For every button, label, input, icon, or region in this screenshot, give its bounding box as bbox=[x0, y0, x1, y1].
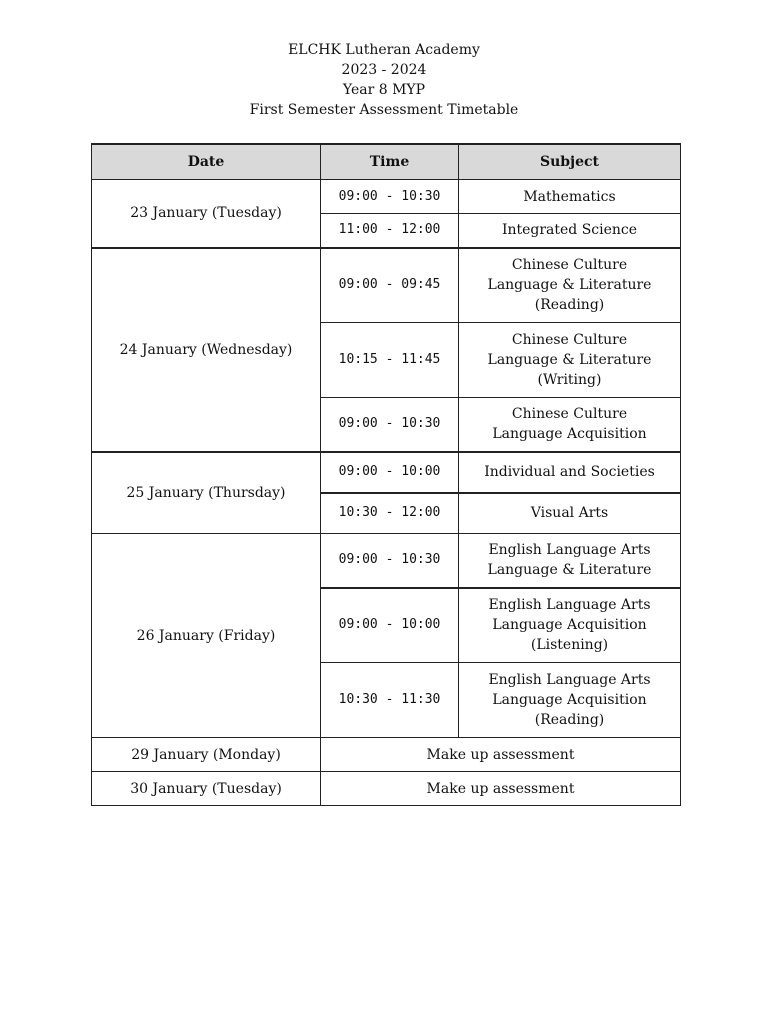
table-row bbox=[92, 738, 681, 772]
time-cell: 09:00 - 10:30 bbox=[321, 398, 459, 452]
grade-level: Year 8 MYP bbox=[342, 82, 426, 98]
date-cell: 30 January (Tuesday) bbox=[92, 772, 321, 806]
subject-cell bbox=[459, 534, 681, 588]
subject-line: English Language Arts bbox=[488, 597, 651, 614]
subject-cell bbox=[459, 493, 681, 534]
time-cell: 09:00 - 10:00 bbox=[321, 588, 459, 663]
subject-line: Language & Literature bbox=[487, 352, 652, 368]
time-cell: 11:00 - 12:00 bbox=[321, 214, 459, 248]
time-cell: 09:00 - 10:30 bbox=[321, 180, 459, 214]
date-cell: 23 January (Tuesday) bbox=[92, 180, 321, 248]
table-row bbox=[92, 534, 681, 588]
subject-cell bbox=[459, 398, 681, 452]
table-row bbox=[92, 452, 681, 493]
subject-cell bbox=[459, 180, 681, 214]
time-cell: 10:30 - 11:30 bbox=[321, 663, 459, 738]
makeup-cell: Make up assessment bbox=[321, 772, 681, 806]
time-cell: 09:00 - 10:00 bbox=[321, 452, 459, 493]
table-header-row bbox=[92, 144, 681, 180]
makeup-cell: Make up assessment bbox=[321, 738, 681, 772]
subject-line: Language Acquisition bbox=[492, 617, 647, 634]
subject-cell bbox=[459, 588, 681, 663]
assessment-timetable bbox=[91, 143, 681, 806]
subject-line: Visual Arts bbox=[530, 505, 609, 522]
subject-line: English Language Arts bbox=[488, 542, 651, 559]
time-cell: 09:00 - 10:30 bbox=[321, 534, 459, 588]
column-header-time: Time bbox=[321, 144, 459, 180]
subject-cell bbox=[459, 663, 681, 738]
subject-cell bbox=[459, 452, 681, 493]
subject-line: Language & Literature bbox=[487, 277, 652, 294]
time-cell: 10:30 - 12:00 bbox=[321, 493, 459, 534]
school-name: ELCHK Lutheran Academy bbox=[288, 42, 480, 58]
academic-year: 2023 - 2024 bbox=[341, 62, 427, 78]
subject-line: Language Acquisition bbox=[492, 426, 647, 443]
date-cell: 29 January (Monday) bbox=[92, 738, 321, 772]
subject-line: Chinese Culture bbox=[511, 257, 628, 274]
subject-line: Individual and Societies bbox=[484, 464, 655, 480]
date-cell: 25 January (Thursday) bbox=[92, 452, 321, 534]
document-title: First Semester Assessment Timetable bbox=[249, 102, 519, 118]
subject-line: English Language Arts bbox=[488, 672, 651, 688]
date-cell: 24 January (Wednesday) bbox=[92, 248, 321, 452]
subject-line: Chinese Culture bbox=[511, 406, 628, 423]
time-cell: 10:15 - 11:45 bbox=[321, 323, 459, 398]
subject-line: Mathematics bbox=[523, 188, 616, 205]
subject-cell bbox=[459, 323, 681, 398]
subject-line: (Reading) bbox=[534, 297, 605, 314]
subject-line: (Writing) bbox=[537, 372, 602, 388]
subject-line: Chinese Culture bbox=[511, 332, 628, 348]
table-row bbox=[92, 772, 681, 806]
column-header-subject: Subject bbox=[459, 144, 681, 180]
subject-line: (Reading) bbox=[534, 712, 605, 728]
subject-line: Language & Literature bbox=[487, 562, 652, 579]
subject-line: (Listening) bbox=[530, 637, 609, 654]
column-header-date: Date bbox=[92, 144, 321, 180]
table-row bbox=[92, 248, 681, 323]
document-header bbox=[0, 40, 768, 120]
subject-line: Integrated Science bbox=[501, 222, 638, 239]
subject-cell bbox=[459, 214, 681, 248]
table-row bbox=[92, 180, 681, 214]
subject-line: Language Acquisition bbox=[492, 692, 647, 708]
date-cell: 26 January (Friday) bbox=[92, 534, 321, 738]
time-cell: 09:00 - 09:45 bbox=[321, 248, 459, 323]
subject-cell bbox=[459, 248, 681, 323]
